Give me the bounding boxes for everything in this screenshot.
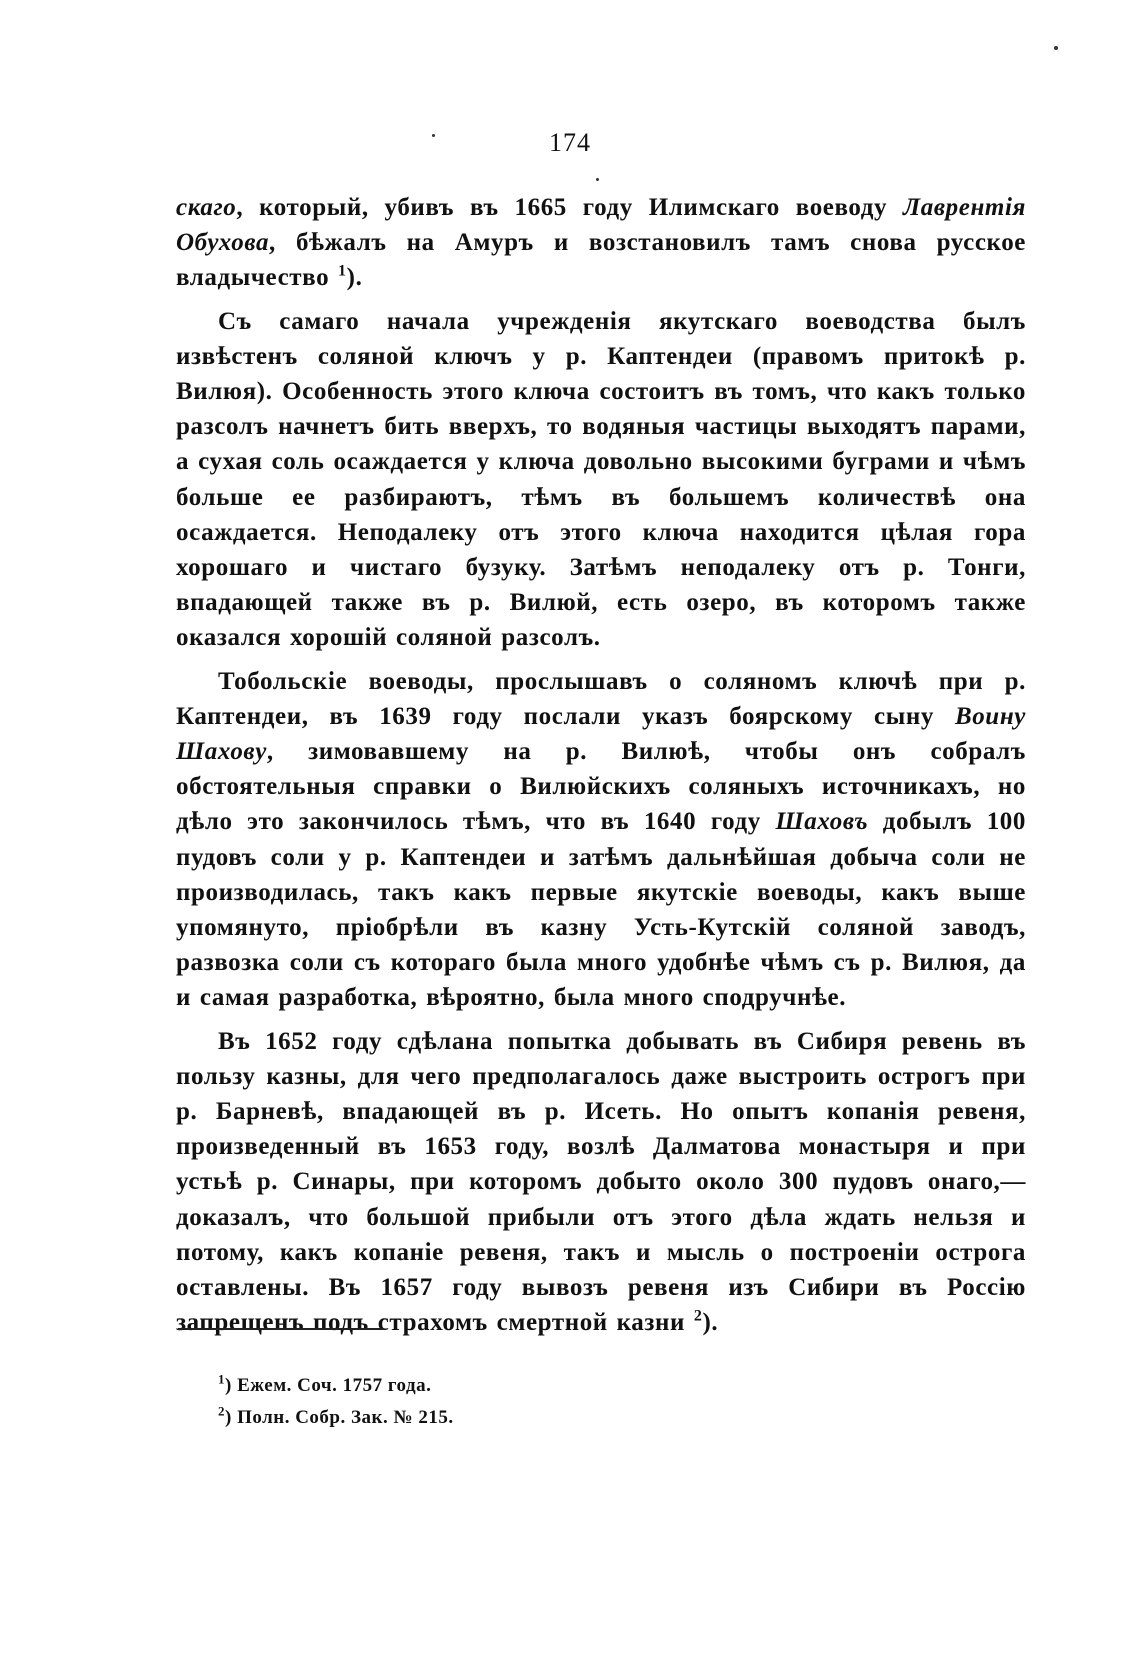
italic-name: Лаврентія Обухова: [176, 194, 1026, 257]
page-number: 174: [549, 128, 591, 157]
footnote-text: ) Полн. Собр. Зак. № 215.: [225, 1407, 454, 1428]
paragraph: [176, 1024, 1026, 1341]
italic-name: Шаховъ: [775, 808, 869, 836]
text-run: Тобольскіе воеводы, прослышавъ о соляномъ ключѣ при р. Каптендеи, въ 1639 году послали указъ боярскому сыну: [176, 667, 1026, 730]
italic-name: скаго: [176, 194, 237, 221]
italic-name: Воину Шахову: [176, 702, 1026, 766]
footnote-reference: 2: [693, 1307, 703, 1325]
text-run: ).: [346, 264, 363, 292]
footnote-marker: 1: [218, 1371, 225, 1387]
body-text: [176, 190, 1026, 1349]
paragraph: [176, 190, 1026, 296]
paragraph: [176, 664, 1026, 1016]
footnote-text: ) Ежем. Соч. 1757 года.: [225, 1375, 432, 1396]
footnote: [218, 1402, 818, 1434]
paragraph: [176, 304, 1026, 656]
text-run: , зимовавшему на р. Вилюѣ, чтобы онъ собралъ обстоятельныя справки о Вилюйскихъ соляныхъ источникахъ, но дѣло это закончилось тѣмъ, что въ 1640 году: [176, 738, 1026, 836]
text-run: , бѣжалъ на Амуръ и возстановилъ тамъ снова русское владычество: [176, 229, 1026, 292]
footnote-divider: [178, 1328, 383, 1330]
footnote: [218, 1370, 818, 1402]
text-run: , который, убивъ въ 1665 году Илимскаго воеводу: [236, 194, 904, 221]
print-speck: [596, 178, 599, 181]
text-run: Съ самаго начала учрежденія якутскаго воеводства былъ извѣстенъ соляной ключъ у р. Каптендеи (правомъ притокѣ р. Вилюя). Особенность этого ключа состоитъ въ томъ, что какъ только разсолъ начнетъ бить вверхъ, то водяныя частицы выходятъ парами, а сухая соль осаждается у ключа довольно высокими буграми и чѣмъ больше ее разбираютъ, тѣмъ въ большемъ количествѣ она осаждается. Неподалеку отъ этого ключа находится цѣлая гора хорошаго и чистаго бузуку. Затѣмъ неподалеку отъ р. Тонги, впадающей также въ р. Вилюй, есть озеро, въ которомъ также оказался хорошій соляной разсолъ.: [176, 307, 1026, 652]
footnote-reference: 1: [338, 263, 347, 281]
footnotes: [218, 1370, 818, 1434]
footnote-marker: 2: [218, 1403, 225, 1419]
print-speck: [1054, 46, 1058, 50]
text-run: Въ 1652 году сдѣлана попытка добывать въ Сибиря ревень въ пользу казны, для чего предполагалось даже выстроить острогъ при р. Барневѣ, впадающей въ р. Исеть. Но опытъ копанія ревеня, произведенный въ 1653 году, возлѣ Далматова монастыря и при устьѣ р. Синары, при которомъ добыто около 300 пудовъ онаго,—доказалъ, что большой прибыли отъ этого дѣла ждать нельзя и потому, какъ копаніе ревеня, такъ и мысль о построеніи острога оставлены. Въ 1657 году вывозъ ревеня изъ Сибири въ Россію запрещенъ подъ страхомъ смертной казни: [176, 1027, 1026, 1337]
text-run: ).: [702, 1309, 719, 1337]
text-run: добылъ 100 пудовъ соли у р. Каптендеи и затѣмъ дальнѣйшая добыча соли не производилась, такъ какъ первые якутскіе воеводы, какъ выше упомянуто, пріобрѣли въ казну Усть-Кутскій соляной заводъ, развозка соли съ котораго была много удобнѣе чѣмъ съ р. Вилюя, да и самая разработка, вѣроятно, была много сподручнѣе.: [176, 808, 1026, 1012]
